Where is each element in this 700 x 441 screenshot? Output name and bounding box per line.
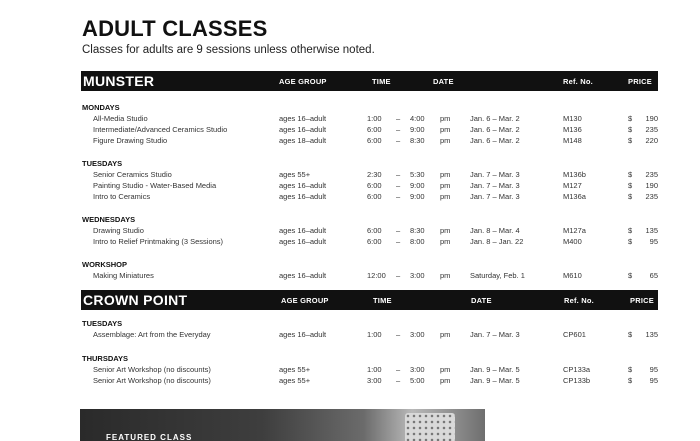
col-age-group: AGE GROUP: [279, 77, 327, 86]
end-time: 5:30: [410, 170, 425, 179]
time-period: pm: [440, 170, 451, 179]
currency: $: [628, 170, 633, 179]
class-name: Painting Studio - Water-Based Media: [93, 181, 217, 190]
group-title: MONDAYS: [82, 103, 120, 112]
start-time: 6:00: [367, 125, 382, 134]
group-wednesdays: [81, 214, 658, 247]
start-time: 6:00: [367, 192, 382, 201]
ref-number: M136b: [563, 170, 586, 179]
col-age-group: AGE GROUP: [281, 296, 329, 305]
time-period: pm: [440, 330, 451, 339]
class-name: Figure Drawing Studio: [93, 136, 168, 145]
start-time: 1:00: [367, 365, 382, 374]
price: 95: [649, 237, 658, 246]
ref-number: M610: [563, 271, 582, 280]
date-range: Jan. 7 – Mar. 3: [470, 170, 520, 179]
class-name: All-Media Studio: [93, 114, 148, 123]
class-name: Assemblage: Art from the Everyday: [93, 330, 211, 339]
time-dash: –: [396, 226, 401, 235]
table-row: [81, 180, 658, 191]
page-subtitle: Classes for adults are 9 sessions unless otherwise noted.: [82, 44, 375, 56]
start-time: 6:00: [367, 181, 382, 190]
date-range: Jan. 8 – Jan. 22: [470, 237, 524, 246]
class-name: Senior Art Workshop (no discounts): [93, 376, 211, 385]
time-dash: –: [396, 365, 401, 374]
end-time: 8:00: [410, 237, 425, 246]
currency: $: [628, 192, 633, 201]
table-row: [81, 329, 658, 340]
col-date: DATE: [471, 296, 492, 305]
price: 190: [645, 181, 658, 190]
time-dash: –: [396, 125, 401, 134]
currency: $: [628, 226, 633, 235]
group-tuesdays: [81, 318, 658, 340]
date-range: Jan. 8 – Mar. 4: [470, 226, 520, 235]
table-row: [81, 375, 658, 386]
table-row: [81, 113, 658, 124]
col-price: PRICE: [628, 77, 652, 86]
table-row: [81, 270, 658, 281]
price: 135: [645, 226, 658, 235]
currency: $: [628, 136, 633, 145]
time-period: pm: [440, 365, 451, 374]
currency: $: [628, 237, 633, 246]
section-munster: [81, 71, 658, 281]
featured-class-photo: [80, 409, 485, 441]
time-period: pm: [440, 181, 451, 190]
price: 235: [645, 125, 658, 134]
date-range: Jan. 9 – Mar. 5: [470, 365, 520, 374]
group-title: THURSDAYS: [82, 354, 128, 363]
group-title: WEDNESDAYS: [82, 215, 136, 224]
ref-number: M127: [563, 181, 582, 190]
ref-number: M136a: [563, 192, 586, 201]
table-row: [81, 236, 658, 247]
group-thursdays: [81, 353, 658, 386]
time-period: pm: [440, 192, 451, 201]
start-time: 3:00: [367, 376, 382, 385]
time-dash: –: [396, 192, 401, 201]
table-row: [81, 124, 658, 135]
currency: $: [628, 114, 633, 123]
time-period: pm: [440, 125, 451, 134]
stamp-tray-image: [405, 413, 455, 441]
table-row: [81, 169, 658, 180]
time-dash: –: [396, 237, 401, 246]
time-period: pm: [440, 376, 451, 385]
col-ref: Ref. No.: [564, 296, 594, 305]
start-time: 6:00: [367, 136, 382, 145]
page-title: ADULT CLASSES: [82, 16, 268, 41]
table-row: [81, 364, 658, 375]
time-dash: –: [396, 114, 401, 123]
ref-number: CP133b: [563, 376, 591, 385]
time-period: pm: [440, 136, 451, 145]
time-dash: –: [396, 136, 401, 145]
start-time: 1:00: [367, 114, 382, 123]
end-time: 3:00: [410, 271, 425, 280]
currency: $: [628, 376, 633, 385]
age-group: ages 16–adult: [279, 330, 327, 339]
group-mondays: [81, 102, 658, 146]
age-group: ages 16–adult: [279, 181, 327, 190]
end-time: 5:00: [410, 376, 425, 385]
age-group: ages 16–adult: [279, 114, 327, 123]
ref-number: M127a: [563, 226, 586, 235]
currency: $: [628, 125, 633, 134]
time-dash: –: [396, 330, 401, 339]
time-period: pm: [440, 237, 451, 246]
class-name: Intro to Relief Printmaking (3 Sessions): [93, 237, 224, 246]
date-range: Saturday, Feb. 1: [470, 271, 525, 280]
col-ref: Ref. No.: [563, 77, 593, 86]
currency: $: [628, 271, 633, 280]
age-group: ages 16–adult: [279, 192, 327, 201]
class-name: Drawing Studio: [93, 226, 144, 235]
age-group: ages 55+: [279, 365, 311, 374]
end-time: 8:30: [410, 136, 425, 145]
col-price: PRICE: [630, 296, 654, 305]
group-title: TUESDAYS: [82, 319, 123, 328]
price: 190: [645, 114, 658, 123]
time-dash: –: [396, 181, 401, 190]
group-workshop: [81, 259, 658, 281]
end-time: 9:00: [410, 192, 425, 201]
section-title: MUNSTER: [83, 73, 155, 89]
ref-number: M400: [563, 237, 582, 246]
age-group: ages 16–adult: [279, 237, 327, 246]
col-time: TIME: [373, 296, 392, 305]
group-title: WORKSHOP: [82, 260, 127, 269]
currency: $: [628, 365, 633, 374]
ref-number: CP133a: [563, 365, 591, 374]
price: 95: [649, 365, 658, 374]
section-header: [81, 71, 658, 91]
age-group: ages 16–adult: [279, 271, 327, 280]
table-row: [81, 135, 658, 146]
currency: $: [628, 330, 633, 339]
time-period: pm: [440, 226, 451, 235]
time-dash: –: [396, 170, 401, 179]
end-time: 8:30: [410, 226, 425, 235]
start-time: 2:30: [367, 170, 382, 179]
price: 235: [645, 192, 658, 201]
date-range: Jan. 9 – Mar. 5: [470, 376, 520, 385]
start-time: 12:00: [367, 271, 386, 280]
end-time: 9:00: [410, 125, 425, 134]
time-period: pm: [440, 114, 451, 123]
section-crown-point: [81, 290, 658, 386]
end-time: 3:00: [410, 330, 425, 339]
date-range: Jan. 6 – Mar. 2: [470, 125, 520, 134]
time-dash: –: [396, 376, 401, 385]
start-time: 1:00: [367, 330, 382, 339]
featured-class-label: FEATURED CLASS: [106, 433, 193, 441]
price: 65: [649, 271, 658, 280]
age-group: ages 16–adult: [279, 226, 327, 235]
class-name: Intermediate/Advanced Ceramics Studio: [93, 125, 228, 134]
currency: $: [628, 181, 633, 190]
date-range: Jan. 7 – Mar. 3: [470, 181, 520, 190]
class-name: Senior Ceramics Studio: [93, 170, 172, 179]
price: 220: [645, 136, 658, 145]
price: 135: [645, 330, 658, 339]
class-name: Senior Art Workshop (no discounts): [93, 365, 211, 374]
age-group: ages 16–adult: [279, 125, 327, 134]
section-title: CROWN POINT: [83, 292, 188, 308]
class-name: Making Miniatures: [93, 271, 154, 280]
end-time: 9:00: [410, 181, 425, 190]
date-range: Jan. 7 – Mar. 3: [470, 330, 520, 339]
class-name: Intro to Ceramics: [93, 192, 151, 201]
date-range: Jan. 7 – Mar. 3: [470, 192, 520, 201]
ref-number: CP601: [563, 330, 586, 339]
end-time: 4:00: [410, 114, 425, 123]
age-group: ages 55+: [279, 376, 311, 385]
price: 95: [649, 376, 658, 385]
table-row: [81, 191, 658, 202]
date-range: Jan. 6 – Mar. 2: [470, 114, 520, 123]
ref-number: M148: [563, 136, 582, 145]
end-time: 3:00: [410, 365, 425, 374]
price: 235: [645, 170, 658, 179]
section-header: [81, 290, 658, 310]
ref-number: M130: [563, 114, 582, 123]
col-date: DATE: [433, 77, 454, 86]
start-time: 6:00: [367, 226, 382, 235]
age-group: ages 18–adult: [279, 136, 327, 145]
time-period: pm: [440, 271, 451, 280]
age-group: ages 55+: [279, 170, 311, 179]
start-time: 6:00: [367, 237, 382, 246]
group-title: TUESDAYS: [82, 159, 123, 168]
ref-number: M136: [563, 125, 582, 134]
table-row: [81, 225, 658, 236]
time-dash: –: [396, 271, 401, 280]
date-range: Jan. 6 – Mar. 2: [470, 136, 520, 145]
group-tuesdays: [81, 158, 658, 202]
col-time: TIME: [372, 77, 391, 86]
